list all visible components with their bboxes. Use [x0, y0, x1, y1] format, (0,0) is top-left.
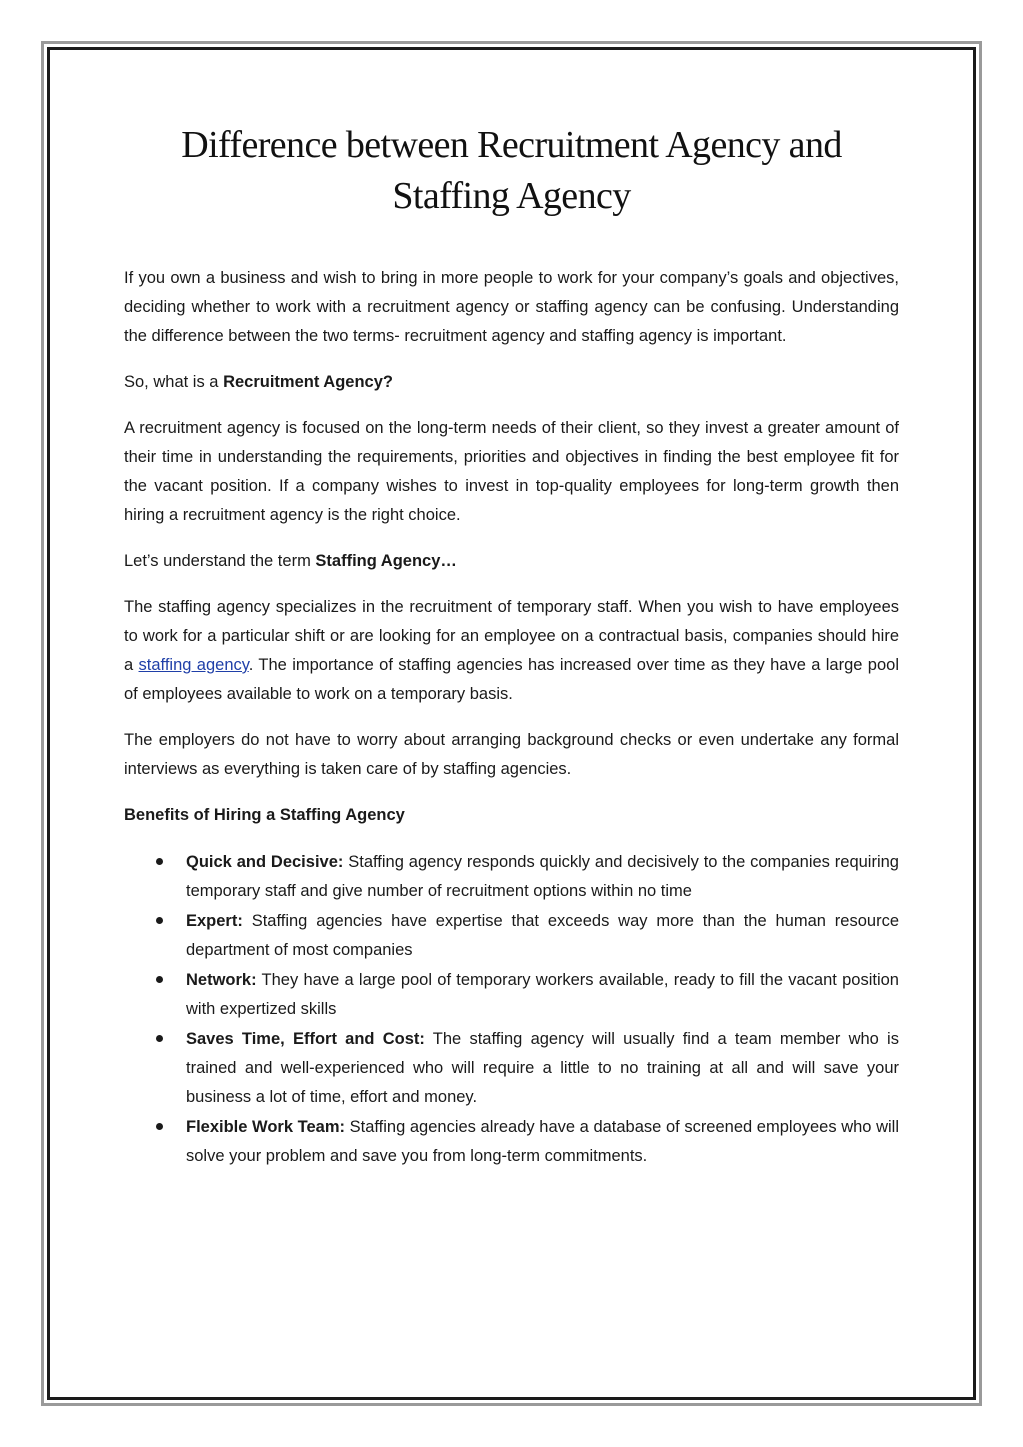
recruitment-question-bold: Recruitment Agency?	[223, 373, 393, 391]
recruitment-paragraph: A recruitment agency is focused on the long-term needs of their client, so they invest a greater amount of their time in understanding the requirements, priorities and objectives in finding the best employee fit for the vacant position. If a company wishes to invest in top-quality employees for long-term growth then hiring a recruitment agency is the right choice.	[124, 419, 899, 524]
document-body	[124, 120, 899, 1172]
list-item	[124, 848, 899, 906]
benefit-label: Flexible Work Team:	[186, 1118, 345, 1136]
staffing-question	[124, 547, 899, 576]
employers-paragraph: The employers do not have to worry about arranging background checks or even undertake any formal interviews as everything is taken care of by staffing agencies.	[124, 731, 899, 778]
staffing-agency-link[interactable]: staffing agency	[138, 656, 249, 674]
benefit-text: Staffing agency responds quickly and decisively to the companies requiring temporary staff and give number of recruitment options within no time	[186, 853, 899, 900]
benefit-text: The staffing agency will usually find a team member who is trained and well-experienced who will require a little to no training at all and will save your business a lot of time, effort and money.	[186, 1030, 899, 1106]
benefit-label: Network:	[186, 971, 257, 989]
list-item	[124, 907, 899, 965]
document-title: Difference between Recruitment Agency and Staffing Agency	[181, 124, 842, 217]
bullet-icon	[156, 1035, 163, 1042]
list-item	[124, 1113, 899, 1171]
staffing-question-bold: Staffing Agency…	[315, 552, 457, 570]
staffing-paragraph	[124, 593, 899, 709]
staffing-question-prefix: Let’s understand the term	[124, 552, 316, 570]
recruitment-question-prefix: So, what is a	[124, 373, 224, 391]
benefit-label: Expert:	[186, 912, 243, 930]
benefits-heading	[124, 801, 899, 830]
bullet-icon	[156, 1123, 163, 1130]
benefit-text: They have a large pool of temporary workers available, ready to fill the vacant position with expertized skills	[186, 971, 899, 1018]
bullet-icon	[156, 917, 163, 924]
list-item	[124, 1025, 899, 1112]
benefits-list	[124, 848, 899, 1171]
benefit-label: Saves Time, Effort and Cost:	[186, 1030, 425, 1048]
benefit-text: Staffing agencies have expertise that exceeds way more than the human resource department of most companies	[186, 912, 899, 959]
benefit-text: Staffing agencies already have a database of screened employees who will solve your problem and save you from long-term commitments.	[186, 1118, 899, 1165]
staffing-para-after-link: . The importance of staffing agencies has increased over time as they have a large pool of employees available to work on a temporary basis.	[124, 656, 900, 703]
staffing-para-before-link: The staffing agency specializes in the recruitment of temporary staff. When you wish to have employees to work for a particular shift or are looking for an employee on a contractual basis, companies should hire a	[124, 598, 899, 674]
bullet-icon	[156, 858, 163, 865]
benefit-label: Quick and Decisive:	[186, 853, 344, 871]
recruitment-question	[124, 368, 899, 397]
intro-paragraph: If you own a business and wish to bring in more people to work for your company’s goals and objectives, deciding whether to work with a recruitment agency or staffing agency can be confusing. Understanding the difference between the two terms- recruitment agency and staffing agency is important.	[124, 269, 899, 345]
bullet-icon	[156, 976, 163, 983]
list-item	[124, 966, 899, 1024]
benefits-heading-text: Benefits of Hiring a Staffing Agency	[124, 806, 405, 824]
